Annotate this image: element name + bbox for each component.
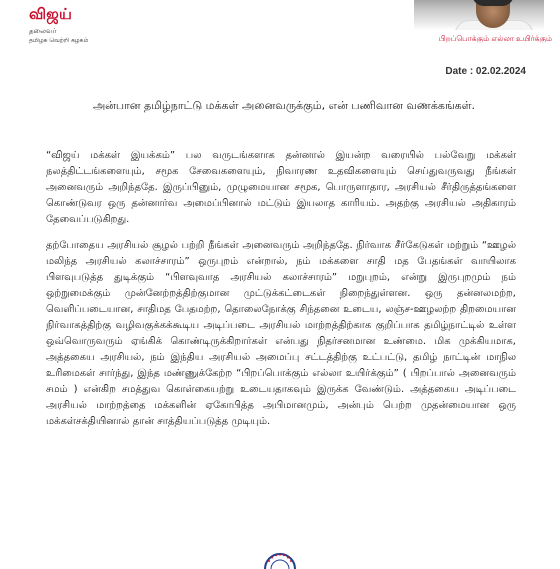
letterhead-right xyxy=(370,0,560,50)
party-name: தமிழக வெற்றி கழகம் xyxy=(29,37,89,44)
party-seal-icon xyxy=(263,549,297,569)
body-paragraph-2: தற்போதைய அரசியல் சூழல் பற்றி நீங்கள் அனைவரும் அறிந்ததே. நிர்வாக சீர்கேடுகள் மற்றும் “ஊழல் மலிந்த அரசியல் கலாச்சாரம்” ஒருபுறம் என்றால், நம் மக்களை சாதி மத பேதங்கள் வாயிலாக பிளவுபடுத்த துடிக்கும் “பிளவுவாத அரசியல் கலாச்சாரம்” மறுபுறம், என்று இருபுறமும் நம் ஒற்றுமைக்கும் முன்னேற்றத்திற்குமான முட்டுக்கட்டைகள் நிறைந்துள்ளன. ஒரு தன்னலமற்ற, வெளிப்படையான, சாதிமத பேதமற்ற, தொலைநோக்கு சிந்தனை உடைய, லஞ்ச-ஊழலற்ற திறமையான நிர்வாகத்திற்கு வழிவகுக்கக்கூடிய அடிப்படை அரசியல் மாற்றத்திற்காக குறிப்பாக தமிழ்நாட்டில் உள்ள ஒவ்வொருவரும் ஏங்கிக் கொண்டிருக்கிறார்கள் என்பது நிதர்சனமான உண்மை. மிக முக்கியமாக, அத்தகைய அரசியல், நம் இந்திய அரசியல் அமைப்பு சட்டத்திற்கு உட்பட்டு, தமிழ் நாட்டின் மாநில உரிமைகள் சார்ந்து, இந்த மண்ணுக்கேற்ற “பிறப்பொக்கும் எல்லா உயிர்க்கும்” ( பிறப்பால் அனைவரும் சமம் ) என்கிற சமத்துவ கொள்கையற்று உடையதாகவும் இருக்க வேண்டும். அத்தகைய அடிப்படை அரசியல் மாற்றத்தை மக்களின் ஏகோபித்த அபிமானமும், அன்பும் பெற்ற முதன்மையான ஒரு மக்கள்சக்தியினால் தான் சாத்தியப்படுத்த முடியும். xyxy=(46,240,516,427)
slogan: பிறப்பொக்கும் எல்லா உயிர்க்கும் xyxy=(438,34,552,43)
letter-date: Date : 02.02.2024 xyxy=(445,66,526,77)
letterhead-left xyxy=(29,6,169,45)
leader-role: தலைவர் xyxy=(29,27,57,35)
body-paragraph-1: “விஜய் மக்கள் இயக்கம்” பல வருடங்களாக தன்னால் இயன்ற வரையில் பல்வேறு மக்கள் நலத்திட்டங்களையும், சமூக சேவைகளையும், நிவாரண உதவிகளையும் செய்துவருவது நீங்கள் அனைவரும் அறிந்ததே. இருப்பினும், முழுமையான சமூக, பொருளாதார, அரசியல் சீர்திருத்தங்களை கொண்டுவர ஒரு தன்னார்வ அமைப்பினால் மட்டும் இயலாத காரியம். அதற்கு அரசியல் அதிகாரம் தேவைப்படுகிறது. xyxy=(46,150,516,225)
leader-photo xyxy=(414,0,544,30)
greeting-line: அன்பான தமிழ்நாட்டு மக்கள் அனைவருக்கும், என் பணிவான வணக்கங்கள். xyxy=(92,99,476,112)
leader-name: விஜய் xyxy=(29,5,73,23)
